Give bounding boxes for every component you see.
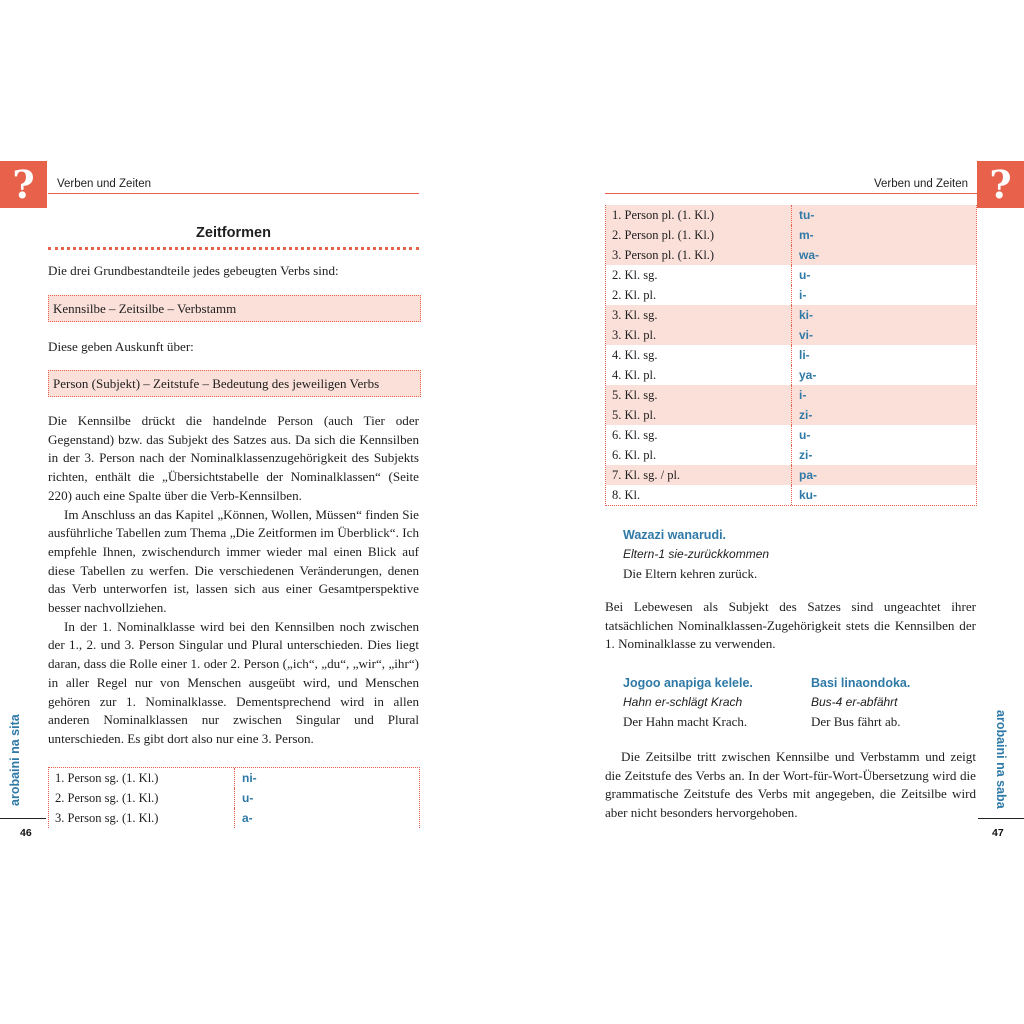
table-cell-prefix: u-	[799, 428, 811, 442]
running-header-right: Verben und Zeiten	[874, 178, 968, 190]
example-jogoo: Jogoo anapiga kelele. Hahn er-schlägt Krach Der Hahn macht Krach.	[623, 676, 753, 729]
table-row: 1. Person sg. (1. Kl.) ni-	[49, 768, 419, 788]
table-row	[606, 485, 976, 505]
question-mark-icon: ?	[0, 161, 47, 208]
table-cell-prefix: i-	[799, 288, 807, 302]
header-rule-right	[605, 193, 977, 194]
question-mark-icon: ?	[977, 161, 1024, 208]
body-text-right-2: Die Zeitsilbe tritt zwischen Kennsilbe und Verbstamm und zeigt die Zeitstufe des Verbs an. In der Wort-für-Wort-Übersetzung wird die grammatische Zeitstufe des Verbs mit angegeben, die Zeitsilbe wird aber nicht besonders hervorgehoben.	[605, 749, 976, 821]
running-header-left: Verben und Zeiten	[57, 178, 151, 190]
title-dotted-rule	[48, 247, 419, 250]
table-row	[606, 345, 976, 365]
table-cell-prefix: wa-	[799, 248, 820, 262]
table-cell-label: 5. Kl. sg.	[606, 385, 792, 405]
table-cell-prefix: zi-	[799, 448, 813, 462]
intro-text-2: Diese geben Auskunft über:	[48, 339, 194, 354]
table-cell-label: 2. Kl. pl.	[606, 285, 792, 305]
paragraph: In der 1. Nominalklasse wird bei den Kennsilben noch zwischen der 1., 2. und 3. Person Singular und Plural unterschieden. Dies liegt daran, dass die Rolle einer 1. oder 2. Person („ich“, „du“, „wir“, „ihr“) in aller Regel nur von Menschen ausgeübt wird, und Menschen gehören zur 1. Nominalklasse. Dementsprechend wird in allen anderen Nominalklassen nur zwischen Singular und Plural unterschieden. Es gibt dort also nur eine 3. Person.	[48, 618, 419, 746]
table-cell-prefix: ya-	[799, 368, 817, 382]
body-text-right-1: Bei Lebewesen als Subjekt des Satzes sind ungeachtet ihrer tatsächlichen Nominalklassen-Zugehörigkeit stets die Kennsilben der 1. Nominalklasse zu verwenden.	[605, 599, 976, 652]
table-cell-label: 7. Kl. sg. / pl.	[606, 465, 792, 485]
prefix-table-left	[48, 767, 420, 828]
table-row	[606, 365, 976, 385]
table-cell-prefix: vi-	[799, 328, 814, 342]
table-cell-label: 6. Kl. pl.	[606, 445, 792, 465]
prefix-table-right	[605, 205, 977, 506]
footer-rule-right	[978, 818, 1024, 819]
footer-rule-left	[0, 818, 46, 819]
table-cell-prefix: i-	[799, 388, 807, 402]
paragraph: Die Kennsilbe drückt die handelnde Person (auch Tier oder Gegenstand) bzw. das Subjekt des Satzes aus. Da sich die Kennsilben in der 3. Person nach der Nominalklassenzugehörigkeit des Subjekts richten, enthält die „Übersichtstabelle der Nominalklassen“ (Seite 220) auch eine Spalte über die Verb-Kennsilben.	[48, 413, 419, 503]
page-number-right: 47	[992, 827, 1004, 839]
table-row	[606, 305, 976, 325]
side-label-left: arobaini na sita	[8, 714, 22, 806]
table-cell-prefix: m-	[799, 228, 814, 242]
body-text-left	[48, 412, 419, 749]
table-row	[606, 225, 976, 245]
table-cell-label: 3. Person pl. (1. Kl.)	[606, 245, 792, 265]
table-row	[606, 245, 976, 265]
table-cell-prefix: ki-	[799, 308, 814, 322]
table-cell-label: 2. Kl. sg.	[606, 265, 792, 285]
page-number-left: 46	[20, 827, 32, 839]
table-cell-label: 6. Kl. sg.	[606, 425, 792, 445]
table-cell-label: 4. Kl. sg.	[606, 345, 792, 365]
table-row	[606, 405, 976, 425]
table-cell-prefix: pa-	[799, 468, 817, 482]
intro-text: Die drei Grundbestandteile jedes gebeugten Verbs sind:	[48, 263, 339, 278]
table-row	[606, 445, 976, 465]
example-wazazi: Wazazi wanarudi. Eltern-1 sie-zurückkommen Die Eltern kehren zurück.	[623, 528, 770, 581]
table-row	[606, 265, 976, 285]
table-cell-prefix: tu-	[799, 208, 815, 222]
table-cell-prefix: zi-	[799, 408, 813, 422]
table-row	[606, 205, 976, 225]
table-row: 3. Person sg. (1. Kl.) a-	[49, 808, 419, 828]
table-cell-prefix: li-	[799, 348, 810, 362]
table-row: 2. Person sg. (1. Kl.) u-	[49, 788, 419, 808]
table-cell-label: 8. Kl.	[606, 485, 792, 505]
table-cell-prefix: u-	[799, 268, 811, 282]
table-row	[606, 425, 976, 445]
components-box: Kennsilbe – Zeitsilbe – Verbstamm	[48, 295, 421, 322]
table-cell-label: 3. Kl. sg.	[606, 305, 792, 325]
information-box: Person (Subjekt) – Zeitstufe – Bedeutung des jeweiligen Verbs	[48, 370, 421, 397]
table-cell-label: 2. Person pl. (1. Kl.)	[606, 225, 792, 245]
side-label-right: arobaini na saba	[994, 710, 1008, 809]
paragraph: Im Anschluss an das Kapitel „Können, Wollen, Müssen“ finden Sie ausführliche Tabellen zum Thema „Die Zeitformen im Überblick“. Ich empfehle Ihnen, zwischendurch immer wieder mal einen Blick auf diese Tabellen zu werfen. Die verschiedenen Veränderungen, denen das Verb unterworfen ist, lassen sich aus einer Gesamtperspektive besser nachvollziehen.	[48, 506, 419, 616]
table-cell-label: 1. Person pl. (1. Kl.)	[606, 205, 792, 225]
table-cell-label: 5. Kl. pl.	[606, 405, 792, 425]
table-row	[606, 285, 976, 305]
table-cell-label: 4. Kl. pl.	[606, 365, 792, 385]
table-cell-prefix: ku-	[799, 488, 817, 502]
header-rule-left	[48, 193, 419, 194]
section-title: Zeitformen	[196, 225, 271, 241]
table-row	[606, 465, 976, 485]
table-row	[606, 325, 976, 345]
table-cell-label: 3. Kl. pl.	[606, 325, 792, 345]
table-row	[606, 385, 976, 405]
example-basi: Basi linaondoka. Bus-4 er-abfährt Der Bus fährt ab.	[811, 676, 911, 729]
